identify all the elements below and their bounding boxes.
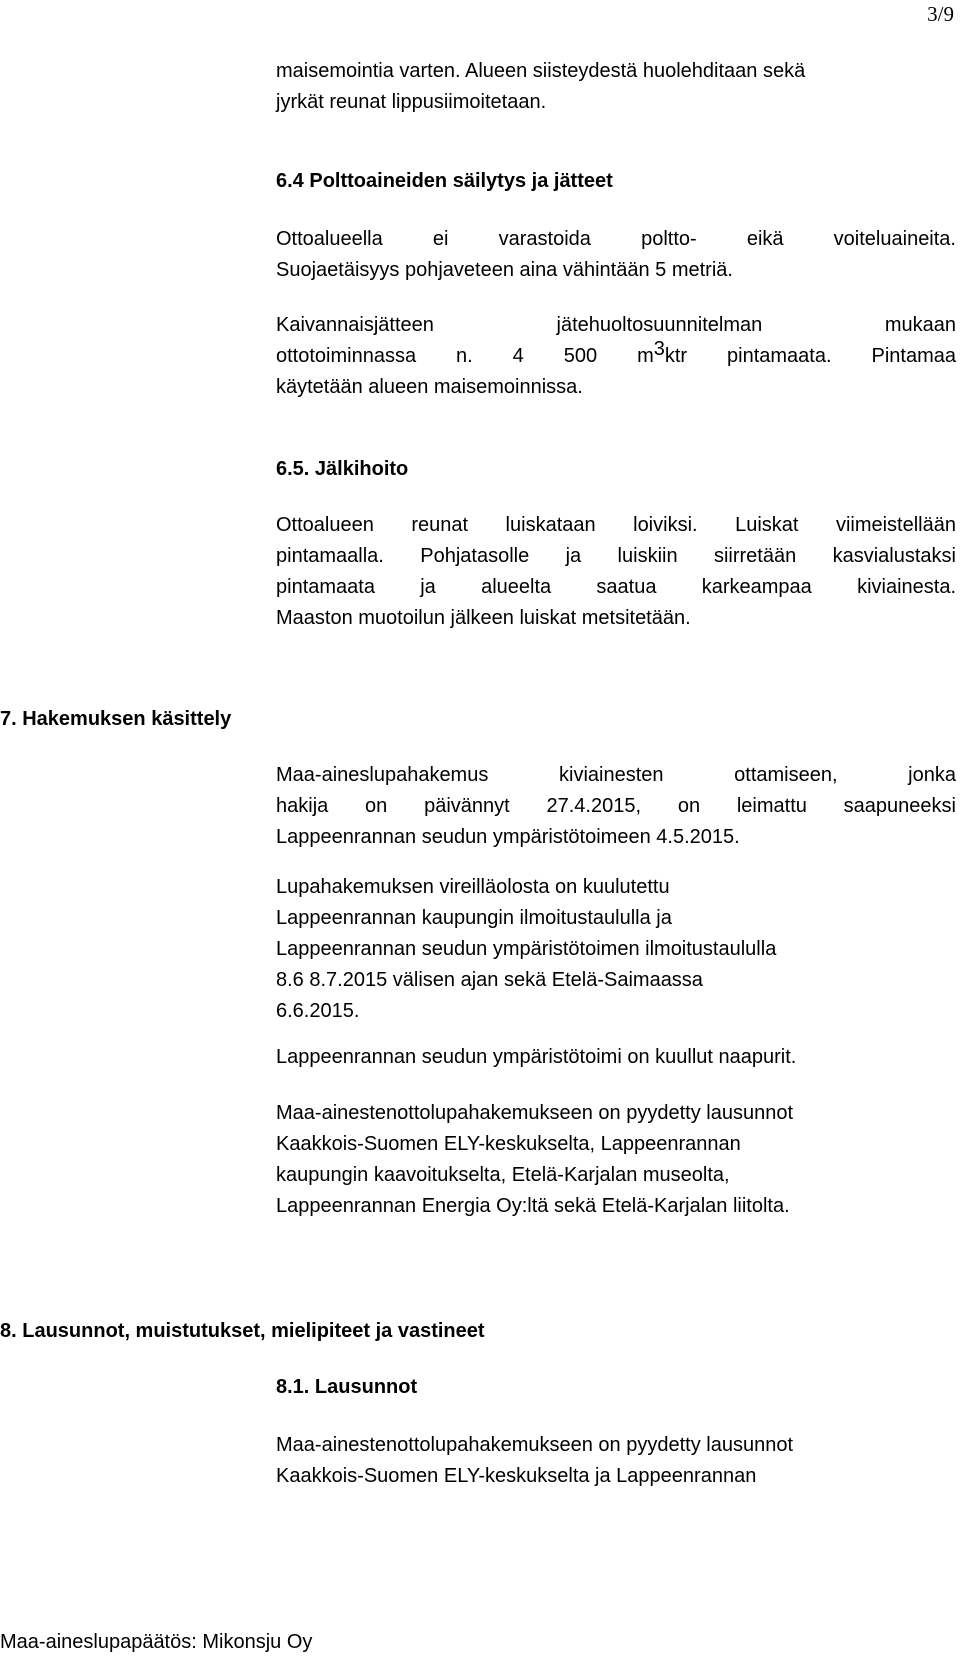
text-line: Lappeenrannan kaupungin ilmoitustaululla ja xyxy=(276,907,672,929)
text-line: Lappeenrannan seudun ympäristötoimen ilmoitustaululla xyxy=(276,938,777,960)
section-heading-6-5: 6.5. Jälkihoito xyxy=(276,458,409,480)
paragraph-application-received xyxy=(276,760,956,853)
paragraph-statements xyxy=(276,1430,956,1492)
section-heading-6-4: 6.4 Polttoaineiden säilytys ja jätteet xyxy=(276,170,613,192)
text-line: Maa-ainestenottolupahakemukseen on pyydetty lausunnot xyxy=(276,1102,794,1124)
text-line: Ottoalueella ei varastoida poltto- eikä voiteluaineita. xyxy=(276,228,956,250)
text-line: Lappeenrannan seudun ympäristötoimeen 4.5.2015. xyxy=(276,826,740,848)
text-line: Maa-ainestenottolupahakemukseen on pyydetty lausunnot xyxy=(276,1434,794,1456)
text-line: jyrkät reunat lippusiimoitetaan. xyxy=(276,91,547,113)
text-line: Suojaetäisyys pohjaveteen aina vähintään 5 metriä. xyxy=(276,259,733,281)
section-heading-7: 7. Hakemuksen käsittely xyxy=(0,708,232,730)
section-heading-8: 8. Lausunnot, muistutukset, mielipiteet ja vastineet xyxy=(0,1320,485,1342)
text-line: Maa-aineslupahakemus kiviainesten ottamiseen, jonka xyxy=(276,764,956,786)
text-line: pintamaata ja alueelta saatua karkeampaa kiviainesta. xyxy=(276,576,956,598)
paragraph-fuel-storage xyxy=(276,224,956,286)
text-line: hakija on päivännyt 27.4.2015, on leimattu saapuneeksi xyxy=(276,795,956,817)
text-line: Lupahakemuksen vireilläolosta on kuulutettu xyxy=(276,876,670,898)
paragraph-statements-requested xyxy=(276,1098,956,1222)
text-fragment: ktr pintamaata. Pintamaa xyxy=(664,345,956,367)
superscript-3: 3 xyxy=(653,338,665,360)
text-line: kaupungin kaavoitukselta, Etelä-Karjalan museolta, xyxy=(276,1164,730,1186)
text-line: pintamaalla. Pohjatasolle ja luiskiin siirretään kasvialustaksi xyxy=(276,545,956,567)
paragraph-landscaping xyxy=(276,56,956,118)
text-line: 6.6.2015. xyxy=(276,1000,360,1022)
text-line: Lappeenrannan seudun ympäristötoimi on kuullut naapurit. xyxy=(276,1046,797,1068)
page-footer: Maa-aineslupapäätös: Mikonsju Oy xyxy=(0,1631,313,1653)
paragraph-announcement xyxy=(276,872,956,1027)
page-number: 3/9 xyxy=(927,2,954,26)
paragraph-neighbours xyxy=(276,1042,956,1073)
text-line: Kaivannaisjätteen jätehuoltosuunnitelman mukaan xyxy=(276,314,956,336)
text-fragment: ottotoiminnassa n. 4 500 m xyxy=(276,345,654,367)
text-line: käytetään alueen maisemoinnissa. xyxy=(276,376,583,398)
text-line: Lappeenrannan Energia Oy:ltä sekä Etelä-Karjalan liitolta. xyxy=(276,1195,790,1217)
text-line: Kaakkois-Suomen ELY-keskukselta ja Lappeenrannan xyxy=(276,1465,757,1487)
text-line: Maaston muotoilun jälkeen luiskat metsitetään. xyxy=(276,607,691,629)
text-line-with-superscript xyxy=(276,338,956,372)
section-heading-8-1: 8.1. Lausunnot xyxy=(276,1376,418,1398)
text-line: maisemointia varten. Alueen siisteydestä huolehditaan sekä xyxy=(276,60,806,82)
text-line: 8.6 8.7.2015 välisen ajan sekä Etelä-Saimaassa xyxy=(276,969,703,991)
paragraph-aftercare xyxy=(276,510,956,634)
paragraph-waste-plan xyxy=(276,310,956,403)
text-line: Kaakkois-Suomen ELY-keskukselta, Lappeenrannan xyxy=(276,1133,741,1155)
text-line: Ottoalueen reunat luiskataan loiviksi. Luiskat viimeistellään xyxy=(276,514,956,536)
